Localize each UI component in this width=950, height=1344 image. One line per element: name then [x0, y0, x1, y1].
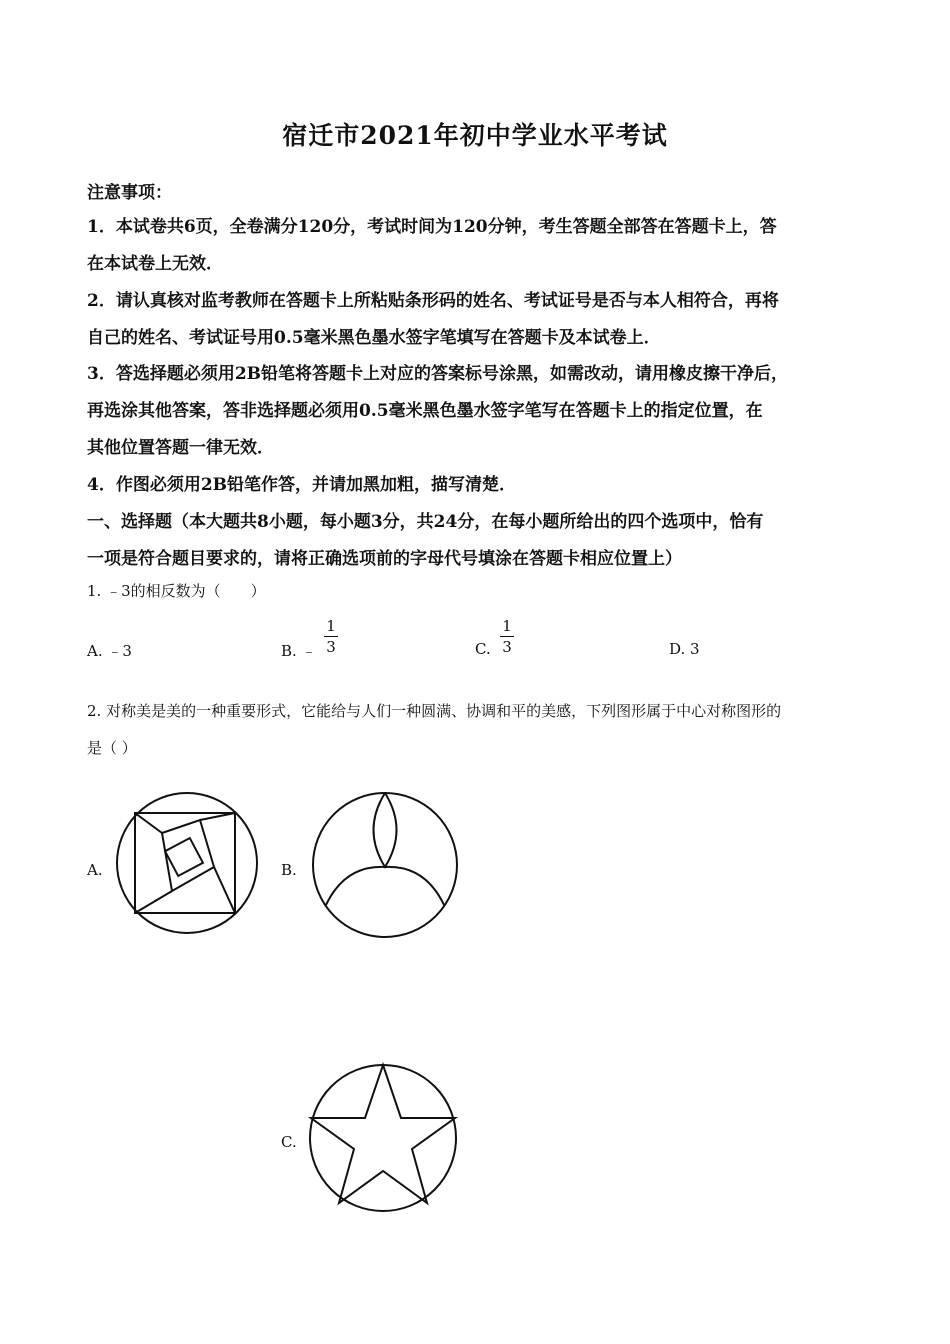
- q1-option-d: D. 3: [669, 640, 700, 658]
- question-2-stem-cont: 是（ ）: [87, 739, 137, 757]
- notice-heading: 注意事项：: [87, 183, 172, 203]
- q1-option-b-prefix: B. ﹣: [281, 642, 317, 660]
- figure-b-arc-left: [326, 867, 385, 905]
- page-title: 宿迁市2021年初中学业水平考试: [282, 121, 668, 150]
- fraction-denominator: 3: [502, 638, 512, 656]
- section-heading-cont: 一项是符合题目要求的，请将正确选项前的字母代号填涂在答题卡相应位置上）: [87, 549, 682, 569]
- q1-option-a: A. ﹣3: [87, 642, 132, 660]
- notice-line: 3．答选择题必须用2B铅笔将答题卡上对应的答案标号涂黑，如需改动，请用橡皮擦干净后，: [87, 364, 789, 384]
- figure-a-center-square: [165, 838, 203, 876]
- q1-option-b-fraction: [324, 617, 338, 656]
- q1-option-c-prefix: C.: [475, 640, 491, 658]
- fraction-bar: [500, 636, 514, 637]
- q2-figure-c-star: [305, 1060, 465, 1212]
- fraction-bar: [324, 636, 338, 637]
- q2-figure-a-pinwheel: [110, 790, 265, 940]
- notice-line: 自己的姓名、考试证号用0.5毫米黑色墨水签字笔填写在答题卡及本试卷上．: [87, 328, 661, 348]
- figure-b-arc-top: [374, 793, 397, 867]
- figure-c-circle: [310, 1065, 456, 1211]
- notice-line: 再选涂其他答案，答非选择题必须用0.5毫米黑色墨水签字笔写在答题卡上的指定位置，在: [87, 401, 763, 421]
- notice-line: 1．本试卷共6页，全卷满分120分，考试时间为120分钟，考生答题全部答在答题卡上，答: [87, 217, 777, 237]
- fraction-numerator: 1: [502, 617, 512, 635]
- notice-line: 其他位置答题一律无效．: [87, 438, 274, 458]
- fraction-denominator: 3: [326, 638, 336, 656]
- question-2-stem: 2. 对称美是美的一种重要形式，它能给与人们一种圆满、协调和平的美感，下列图形属于中心对称图形的: [87, 702, 782, 720]
- figure-b-circle: [313, 793, 457, 937]
- q2-option-a-label: A.: [87, 861, 103, 879]
- q1-option-c-fraction: [500, 617, 514, 656]
- notice-line: 2．请认真核对监考教师在答题卡上所粘贴条形码的姓名、考试证号是否与本人相符合，再将: [87, 291, 779, 311]
- notice-line: 4．作图必须用2B铅笔作答，并请加黑加粗，描写清楚．: [87, 475, 517, 495]
- figure-b-arc-right: [385, 867, 444, 905]
- section-heading: 一、选择题（本大题共8小题，每小题3分，共24分，在每小题所给出的四个选项中，恰有: [87, 512, 764, 532]
- fraction-numerator: 1: [326, 617, 336, 635]
- notice-line: 在本试卷上无效．: [87, 254, 223, 274]
- q2-figure-b-three-arcs: [310, 790, 465, 940]
- q2-option-c-label: C.: [281, 1133, 297, 1151]
- q2-option-b-label: B.: [281, 861, 297, 879]
- question-1-stem: 1. ﹣3的相反数为（ ）: [87, 582, 266, 600]
- figure-a-pinwheel-blades: [162, 820, 214, 891]
